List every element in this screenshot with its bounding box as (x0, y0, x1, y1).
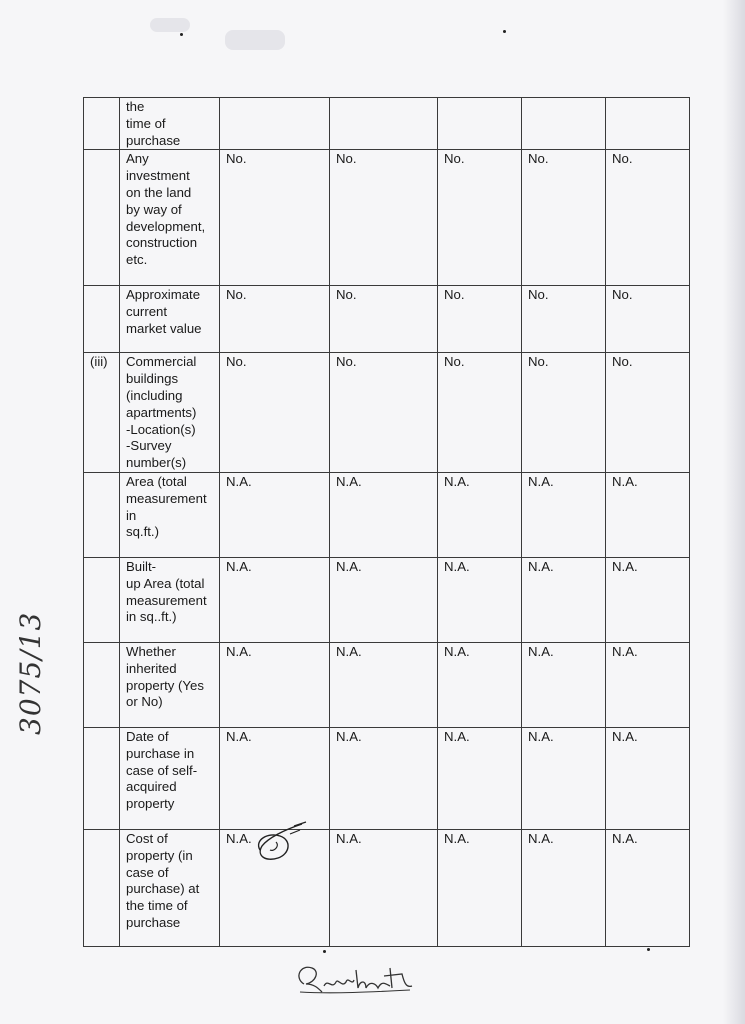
value-cell: No. (522, 286, 606, 353)
value-cell: N.A. (522, 829, 606, 946)
value-cell: No. (606, 353, 690, 473)
scan-speck (503, 30, 506, 33)
row-number-cell (84, 150, 120, 286)
value-cell: No. (330, 353, 438, 473)
value-cell: N.A. (330, 472, 438, 557)
property-details-table (83, 97, 690, 947)
row-label-cell: Commercial buildings (including apartments) -Location(s) -Survey number(s) (120, 353, 220, 473)
table-row (84, 353, 690, 473)
value-cell: N.A. (606, 642, 690, 727)
scan-speck (647, 948, 650, 951)
value-cell: N.A. (606, 557, 690, 642)
scan-smudge (225, 30, 285, 50)
row-number-cell (84, 472, 120, 557)
value-cell (606, 98, 690, 150)
value-cell: N.A. (330, 829, 438, 946)
row-number-cell: (iii) (84, 353, 120, 473)
value-cell: N.A. (220, 472, 330, 557)
table-row (84, 472, 690, 557)
table-row (84, 642, 690, 727)
value-cell: No. (220, 150, 330, 286)
value-cell (220, 98, 330, 150)
row-number-cell (84, 829, 120, 946)
scan-speck (180, 33, 183, 36)
value-cell: No. (330, 286, 438, 353)
value-cell: N.A. (522, 727, 606, 829)
table-row (84, 829, 690, 946)
value-cell: N.A. (438, 642, 522, 727)
value-cell: N.A. (220, 557, 330, 642)
value-cell: No. (606, 286, 690, 353)
value-cell: No. (438, 286, 522, 353)
handwritten-initials (250, 820, 310, 870)
value-cell: No. (220, 353, 330, 473)
scan-speck (323, 950, 326, 953)
value-cell: No. (220, 286, 330, 353)
handwritten-signature (292, 958, 418, 998)
value-cell (438, 98, 522, 150)
table-row (84, 557, 690, 642)
table-row (84, 150, 690, 286)
page-edge-shadow (723, 0, 745, 1024)
value-cell: N.A. (606, 472, 690, 557)
row-number-cell (84, 727, 120, 829)
value-cell: No. (438, 353, 522, 473)
row-label-cell: Whether inherited property (Yes or No) (120, 642, 220, 727)
value-cell: N.A. (438, 829, 522, 946)
value-cell: No. (438, 150, 522, 286)
handwritten-margin-note: 3075/13 (14, 611, 47, 735)
row-number-cell (84, 98, 120, 150)
value-cell: N.A. (522, 472, 606, 557)
value-cell: No. (330, 150, 438, 286)
row-label-cell: Date of purchase in case of self- acquired property (120, 727, 220, 829)
row-label-cell: Area (total measurement in sq.ft.) (120, 472, 220, 557)
value-cell: N.A. (220, 727, 330, 829)
value-cell: N.A. (522, 642, 606, 727)
table-row (84, 286, 690, 353)
table-row (84, 727, 690, 829)
value-cell: No. (522, 353, 606, 473)
table-row (84, 98, 690, 150)
value-cell: N.A. (220, 829, 330, 946)
value-cell: N.A. (606, 727, 690, 829)
scan-smudge (150, 18, 190, 32)
value-cell: N.A. (522, 557, 606, 642)
row-label-cell: the time of purchase (120, 98, 220, 150)
value-cell: No. (606, 150, 690, 286)
row-number-cell (84, 286, 120, 353)
row-label-cell: Cost of property (in case of purchase) at the time of purchase (120, 829, 220, 946)
row-number-cell (84, 642, 120, 727)
value-cell: N.A. (606, 829, 690, 946)
value-cell: N.A. (438, 727, 522, 829)
value-cell: N.A. (330, 642, 438, 727)
value-cell: No. (522, 150, 606, 286)
row-label-cell: Any investment on the land by way of development, construction etc. (120, 150, 220, 286)
value-cell (522, 98, 606, 150)
table-body (84, 98, 690, 947)
row-label-cell: Built- up Area (total measurement in sq..ft.) (120, 557, 220, 642)
value-cell: N.A. (330, 727, 438, 829)
row-number-cell (84, 557, 120, 642)
value-cell: N.A. (330, 557, 438, 642)
value-cell: N.A. (438, 557, 522, 642)
value-cell: N.A. (438, 472, 522, 557)
value-cell (330, 98, 438, 150)
value-cell: N.A. (220, 642, 330, 727)
row-label-cell: Approximate current market value (120, 286, 220, 353)
